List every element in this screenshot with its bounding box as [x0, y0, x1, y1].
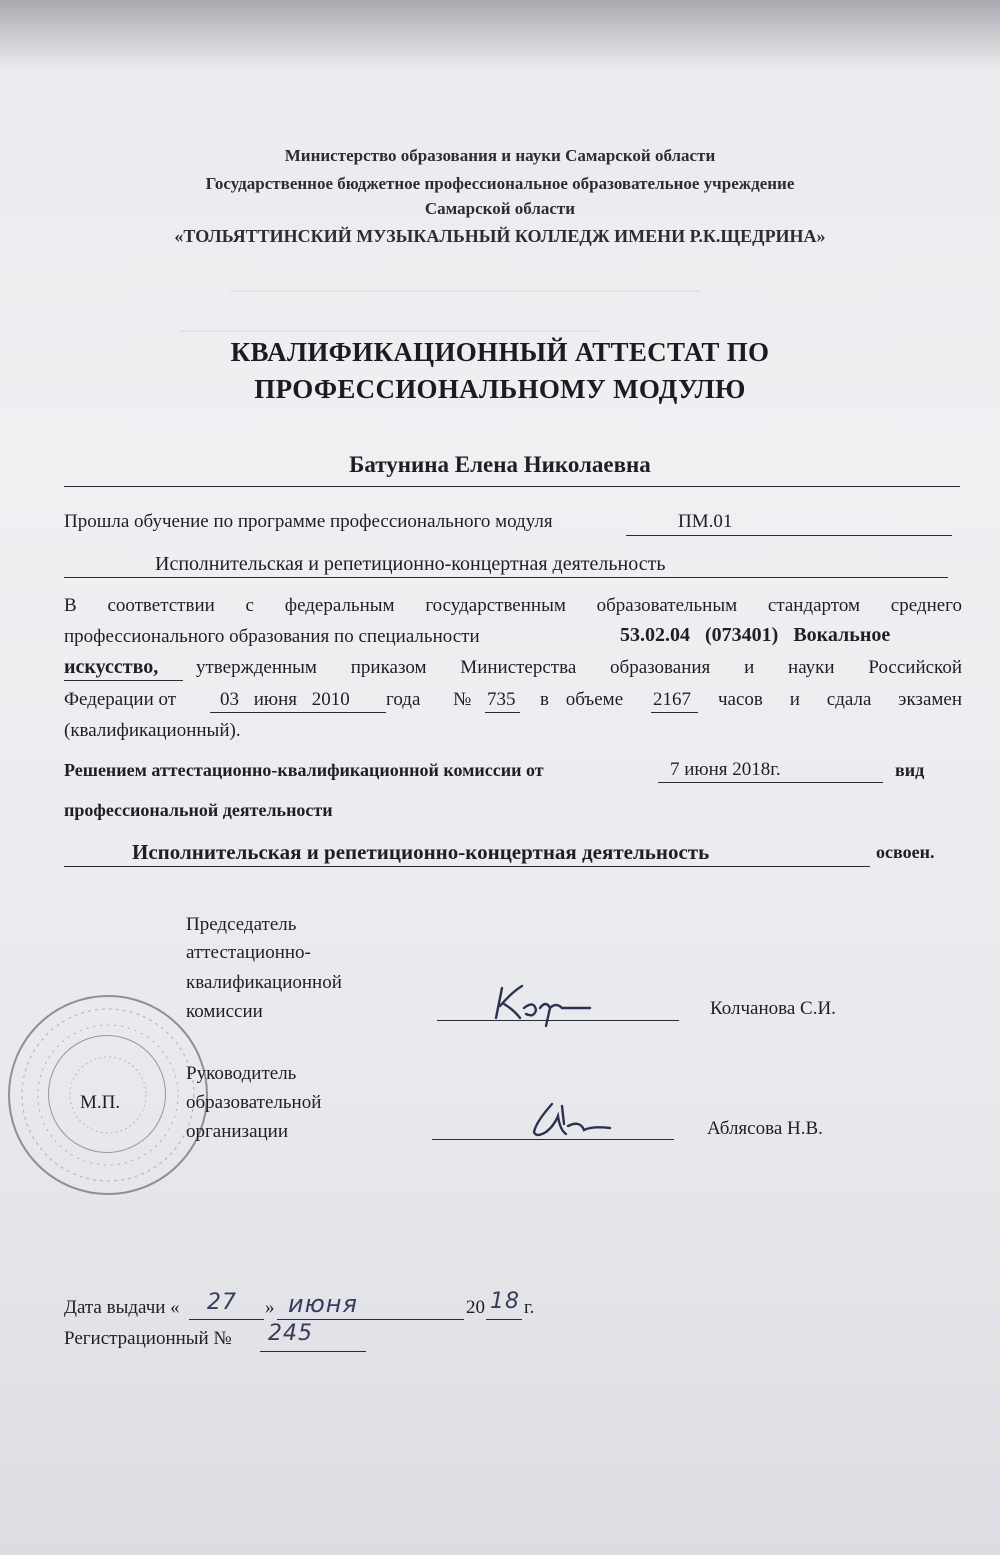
- issue-year-underline: [486, 1319, 522, 1320]
- order-number-underline: [485, 712, 520, 713]
- decision-label: Решением аттестационно-квалификационной комиссии от: [64, 760, 544, 780]
- institution-name: «ТОЛЬЯТТИНСКИЙ МУЗЫКАЛЬНЫЙ КОЛЛЕДЖ ИМЕНИ Р.К.ЩЕДРИНА»: [174, 226, 826, 246]
- document-title-line1: КВАЛИФИКАЦИОННЫЙ АТТЕСТАТ ПО: [230, 337, 770, 367]
- chair-label-2: аттестационно-: [186, 942, 311, 963]
- head-label-3: организации: [186, 1121, 289, 1142]
- issue-month-underline: [277, 1319, 464, 1320]
- specialty-cont: искусство,: [64, 656, 159, 678]
- training-label: Прошла обучение по программе профессионального модуля: [64, 511, 553, 532]
- chair-label-1: Председатель: [186, 914, 297, 935]
- activity-underline: [64, 866, 870, 867]
- volume-label: в объеме: [540, 689, 624, 710]
- module-name-underline: [64, 577, 948, 578]
- bleed-through-line: [180, 330, 600, 332]
- chair-label-3: квалификационной: [186, 972, 342, 993]
- module-name: Исполнительская и репетиционно-концертная деятельность: [155, 553, 666, 575]
- standard-line3: утвержденным приказом Министерства образования и науки Российской: [196, 657, 962, 678]
- name-underline: [64, 486, 960, 487]
- hours-underline: [651, 712, 698, 713]
- decision-vid: вид: [895, 760, 925, 780]
- photo-shadow: [0, 0, 1000, 70]
- issue-day-underline: [189, 1319, 264, 1320]
- reg-number: 245: [268, 1321, 313, 1346]
- head-signature-line: [432, 1139, 674, 1140]
- order-mid: года №: [386, 689, 472, 710]
- institution-region: Самарской области: [424, 199, 576, 218]
- issue-day: 27: [207, 1290, 237, 1315]
- decision-line2: профессиональной деятельности: [64, 800, 333, 820]
- order-prefix: Федерации от: [64, 689, 177, 710]
- issue-quote-close: »: [265, 1297, 275, 1318]
- decision-date: 7 июня 2018г.: [670, 759, 781, 780]
- issue-month: июня: [288, 1290, 358, 1318]
- document-title-line2: ПРОФЕССИОНАЛЬНОМУ МОДУЛЮ: [254, 374, 746, 404]
- reg-number-underline: [260, 1351, 366, 1352]
- chair-name: Колчанова С.И.: [710, 998, 836, 1019]
- standard-line1: В соответствии с федеральным государственным образовательным стандартом среднего: [64, 595, 962, 616]
- head-signature: [522, 1096, 622, 1142]
- mp-label: М.П.: [80, 1092, 121, 1113]
- issue-year-end: г.: [524, 1297, 535, 1318]
- issue-date-label: Дата выдачи «: [64, 1297, 180, 1318]
- order-date-underline: [210, 712, 386, 713]
- module-code-underline: [626, 535, 952, 536]
- institution-type: Государственное бюджетное профессиональное образовательное учреждение: [205, 174, 795, 193]
- head-label-2: образовательной: [186, 1092, 322, 1113]
- order-number: 735: [487, 689, 516, 710]
- bleed-through-line: [230, 290, 700, 292]
- chair-signature-line: [437, 1020, 679, 1021]
- standard-line2-prefix: профессионального образования по специальности: [64, 626, 480, 647]
- activity-name: Исполнительская и репетиционно-концертная деятельность: [132, 840, 710, 864]
- specialty-code: 53.02.04 (073401) Вокальное: [620, 624, 891, 646]
- exam-text: часов и сдала экзамен: [718, 689, 962, 710]
- issue-year-prefix: 20: [466, 1297, 485, 1318]
- hours: 2167: [653, 689, 691, 710]
- reg-label: Регистрационный №: [64, 1328, 232, 1349]
- order-date: 03 июня 2010: [220, 689, 350, 710]
- chair-label-4: комиссии: [186, 1001, 263, 1022]
- issue-year-suffix: 18: [490, 1289, 520, 1314]
- decision-date-underline: [658, 782, 883, 783]
- ministry-name: Министерство образования и науки Самарской области: [284, 146, 716, 165]
- student-name: Батунина Елена Николаевна: [349, 452, 651, 477]
- standard-line5: (квалификационный).: [64, 720, 241, 741]
- module-code: ПМ.01: [678, 511, 733, 532]
- head-label-1: Руководитель: [186, 1063, 297, 1084]
- mastered: освоен.: [876, 842, 935, 862]
- specialty-underline: [64, 680, 183, 681]
- head-name: Аблясова Н.В.: [707, 1118, 823, 1139]
